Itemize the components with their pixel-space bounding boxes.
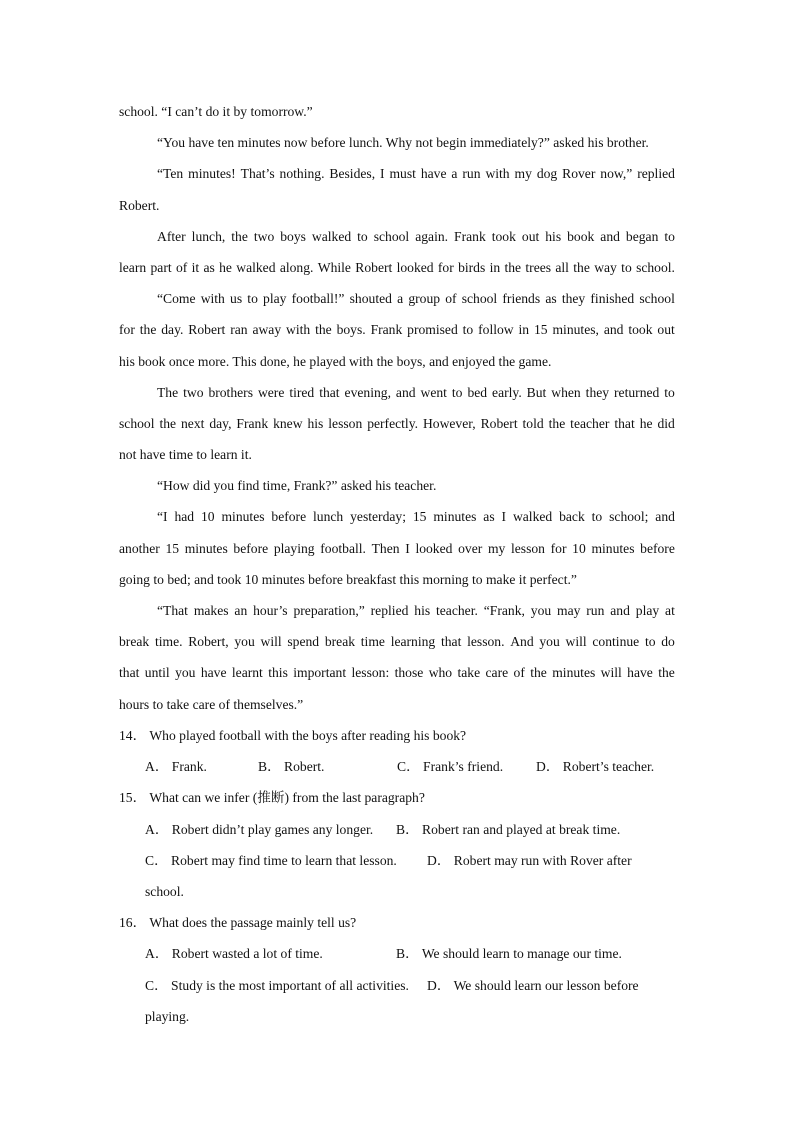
question-15-options-cd [119, 845, 675, 876]
word: birds [458, 259, 486, 275]
option-a: A． Robert wasted a lot of time. [145, 946, 323, 962]
word: “I [157, 509, 168, 525]
word: time [360, 634, 385, 650]
word: before [271, 509, 307, 525]
passage-line [119, 221, 675, 252]
word: to [591, 509, 603, 525]
word: it [191, 259, 200, 275]
word: to [621, 259, 632, 275]
word: dog [536, 166, 558, 182]
passage-line: hours to take care of themselves.” [119, 696, 304, 712]
word: run [586, 603, 605, 618]
passage-line [119, 657, 675, 688]
passage-line: Robert. [119, 197, 160, 213]
word: the [315, 322, 332, 338]
word: I [405, 540, 410, 556]
word: play [263, 291, 287, 307]
word: returned [614, 384, 660, 400]
word: the [139, 322, 157, 338]
word: break [119, 634, 150, 650]
word: you [234, 634, 255, 650]
word: follow [478, 322, 514, 338]
word: time. [154, 634, 183, 650]
word: yesterday; [350, 509, 406, 525]
option-c: C． Study is the most important of all activities. [145, 977, 409, 993]
option-d: D． Robert may run with Rover after [427, 852, 632, 868]
word: he [639, 415, 653, 431]
word: lesson. [467, 634, 505, 650]
word: Robert [188, 322, 226, 338]
question-15-stem: 15． What can we infer (推断) from the last paragraph? [119, 790, 425, 806]
question-16-stem: 16． What does the passage mainly tell us? [119, 915, 357, 931]
word: at [665, 603, 675, 618]
word: who [428, 665, 453, 681]
reading-passage [119, 96, 675, 720]
word: “Frank, [483, 603, 525, 618]
word: to [357, 228, 368, 244]
word: they [561, 291, 586, 307]
word: school [119, 415, 155, 431]
word: will [600, 665, 622, 681]
word: “That [157, 603, 188, 618]
word: take [457, 665, 481, 681]
word: Then [371, 540, 400, 556]
word: to [247, 291, 258, 307]
word: football!” [291, 291, 345, 307]
word: for [119, 322, 135, 338]
passage-line [119, 626, 675, 657]
word: 10 [572, 540, 586, 556]
word: Besides, [329, 166, 376, 182]
word: play [635, 603, 660, 618]
word: that [119, 665, 140, 681]
word: again. [415, 228, 449, 244]
word: run [462, 166, 481, 182]
word: “Ten [157, 166, 184, 182]
word: spend [287, 634, 320, 650]
word: perfectly. [367, 415, 419, 431]
word: minutes [184, 540, 228, 556]
word: will [260, 634, 282, 650]
word: group [408, 291, 441, 307]
word: care [485, 665, 509, 681]
passage-line: his book once more. This done, he played with the boys, and enjoyed the game. [119, 353, 552, 369]
word: part [150, 259, 172, 275]
word: with [485, 166, 510, 182]
word: learning [390, 634, 436, 650]
option-b: B． Robert. [258, 759, 325, 775]
word: the [548, 415, 566, 431]
word: do [661, 634, 675, 650]
word: now,” [600, 166, 633, 182]
word: were [257, 384, 285, 400]
word: Robert, [188, 634, 229, 650]
word: of [445, 291, 457, 307]
passage-line: going to bed; and took 10 minutes before breakfast this morning to make it perfect.” [119, 571, 577, 587]
word: they [585, 384, 610, 400]
word: for [437, 259, 454, 275]
passage-line: “You have ten minutes now before lunch. Why not begin immediately?” asked his brother. [157, 135, 649, 151]
word: you [530, 603, 552, 618]
word: lesson: [351, 665, 390, 681]
word: The [157, 384, 179, 400]
passage-line [119, 501, 675, 532]
option-d-continuation: school. [145, 883, 184, 899]
word: minutes [591, 540, 635, 556]
option-b: B． We should learn to manage our time. [396, 946, 622, 962]
word: school [639, 291, 675, 307]
question-14-options [119, 751, 675, 782]
questions-section [119, 720, 675, 1032]
word: replied [370, 603, 409, 618]
question-14-stem: 14． Who played football with the boys after reading his book? [119, 728, 467, 743]
word: book [567, 228, 595, 244]
word: back [559, 509, 585, 525]
word: football. [320, 540, 366, 556]
word: did [657, 415, 675, 431]
word: with [286, 322, 311, 338]
word: nothing. [279, 166, 325, 182]
word: his [545, 228, 562, 244]
word: a [451, 166, 458, 182]
word: 15 [165, 540, 180, 556]
option-d: D． Robert’s teacher. [536, 759, 655, 775]
word: promised [407, 322, 458, 338]
word: the [573, 259, 590, 275]
word: the [530, 665, 547, 681]
passage-line: school. “I can’t do it by tomorrow.” [119, 104, 313, 119]
word: will [565, 634, 587, 650]
word: before [233, 540, 269, 556]
word: as [483, 509, 495, 525]
word: break [324, 634, 356, 650]
word: in [518, 322, 530, 338]
word: minutes [221, 509, 265, 525]
word: school. [636, 259, 675, 275]
word: day. [161, 322, 184, 338]
word: the [231, 228, 248, 244]
passage-line [119, 314, 675, 345]
word: before [640, 540, 675, 556]
word: replied [637, 166, 675, 182]
word: However, [422, 415, 476, 431]
word: must [389, 166, 416, 182]
word: lunch [313, 509, 344, 525]
word: of [513, 665, 525, 681]
word: I [501, 509, 507, 525]
option-c: C． Robert may find time to learn that lesson. [145, 852, 397, 868]
word: have [200, 665, 227, 681]
word: minutes, [552, 322, 599, 338]
word: hour’s [253, 603, 288, 618]
word: of [175, 259, 188, 275]
word: told [522, 415, 544, 431]
word: makes [193, 603, 229, 618]
word: us [230, 291, 243, 307]
word: boys. [336, 322, 366, 338]
word: next [180, 415, 205, 431]
word: as [545, 291, 557, 307]
word: to [451, 384, 463, 400]
word: with [200, 291, 225, 307]
word: my [514, 166, 532, 182]
word: my [487, 540, 506, 556]
word: two [253, 228, 275, 244]
word: out [521, 228, 540, 244]
word: minutes [552, 665, 596, 681]
word: learnt [231, 665, 263, 681]
word: important [293, 665, 347, 681]
option-b: B． Robert ran and played at break time. [396, 821, 621, 837]
word: over [458, 540, 483, 556]
word: and [610, 603, 630, 618]
word: took [491, 228, 516, 244]
option-c: C． Frank’s friend. [397, 759, 504, 775]
word: the [504, 259, 522, 275]
word: and [603, 322, 624, 338]
passage-line [119, 158, 675, 189]
word: those [394, 665, 424, 681]
word: to [462, 322, 474, 338]
word: have [420, 166, 447, 182]
word: until [144, 665, 170, 681]
word: to [664, 228, 675, 244]
word: trees [525, 259, 552, 275]
word: way [594, 259, 617, 275]
passage-line: not have time to learn it. [119, 447, 252, 463]
word: and [395, 384, 416, 400]
word: minutes [433, 509, 477, 525]
word: ran [230, 322, 248, 338]
word: teacher. [436, 603, 478, 618]
word: the [658, 665, 675, 681]
word: lesson [328, 415, 363, 431]
word: school [373, 228, 410, 244]
word: 10 [200, 509, 215, 525]
word: lesson [510, 540, 545, 556]
option-a: A． Frank. [145, 759, 207, 775]
word: walked [311, 228, 352, 244]
option-d-continuation: playing. [145, 1008, 190, 1024]
option-a: A． Robert didn’t play games any longer. [145, 821, 374, 837]
word: that [614, 415, 635, 431]
word: friends [502, 291, 541, 307]
word: learn [119, 259, 147, 275]
word: the [159, 415, 177, 431]
word: two [183, 384, 204, 400]
word: playing [273, 540, 315, 556]
word: bed [467, 384, 488, 400]
word: an [234, 603, 248, 618]
word: shouted [349, 291, 392, 307]
word: teacher [570, 415, 610, 431]
word: looked [396, 259, 434, 275]
word: tired [289, 384, 315, 400]
word: Frank [370, 322, 403, 338]
word: his [307, 415, 324, 431]
word: school; [609, 509, 649, 525]
passage-line [119, 408, 675, 439]
word: Robert [355, 259, 393, 275]
word: Rover [562, 166, 596, 182]
option-d: D． We should learn our lesson before [427, 977, 639, 993]
word: to [664, 384, 675, 400]
word: lunch, [191, 228, 226, 244]
word: 15 [412, 509, 427, 525]
word: to [644, 634, 656, 650]
word: and [655, 509, 675, 525]
word: minutes! [188, 166, 236, 182]
word: continue [592, 634, 640, 650]
passage-line [119, 377, 675, 408]
word: you [539, 634, 560, 650]
word: went [420, 384, 447, 400]
word: away [252, 322, 282, 338]
word: as [203, 259, 215, 275]
question-15-options-ab [119, 814, 675, 845]
word: for [550, 540, 567, 556]
word: a [397, 291, 404, 307]
word: he [219, 259, 232, 275]
word: along. [279, 259, 314, 275]
passage-line [119, 533, 675, 564]
word: another [119, 540, 160, 556]
word: Robert [480, 415, 518, 431]
word: that [319, 384, 340, 400]
word: had [174, 509, 195, 525]
word: evening, [344, 384, 391, 400]
word: brothers [208, 384, 253, 400]
word: all [555, 259, 569, 275]
word: That’s [240, 166, 275, 182]
word: After [157, 228, 186, 244]
word: you [175, 665, 196, 681]
word: day, [209, 415, 232, 431]
word: and [600, 228, 620, 244]
word: that [440, 634, 462, 650]
word: boys [280, 228, 306, 244]
word: when [551, 384, 581, 400]
word: in [489, 259, 501, 275]
passage-line [119, 595, 675, 626]
word: his [414, 603, 431, 618]
passage-line [119, 283, 675, 314]
word: began [625, 228, 659, 244]
word: early. [492, 384, 522, 400]
word: While [317, 259, 351, 275]
word: took [628, 322, 653, 338]
passage-line: “How did you find time, Frank?” asked his teacher. [157, 478, 437, 494]
question-16-options-ab [119, 938, 675, 969]
word: finished [590, 291, 635, 307]
question-16-options-cd [119, 970, 675, 1001]
word: may [557, 603, 581, 618]
word: preparation,” [293, 603, 365, 618]
word: out [657, 322, 675, 338]
word: looked [415, 540, 453, 556]
word: this [268, 665, 288, 681]
word: school [461, 291, 498, 307]
word: But [526, 384, 547, 400]
word: 15 [533, 322, 548, 338]
word: “Come [157, 291, 196, 307]
word: knew [273, 415, 303, 431]
passage-line [119, 252, 675, 283]
word: have [627, 665, 653, 681]
word: Frank [236, 415, 269, 431]
word: I [380, 166, 385, 182]
word: walked [512, 509, 553, 525]
word: walked [236, 259, 276, 275]
word: Frank [454, 228, 486, 244]
word: And [510, 634, 534, 650]
